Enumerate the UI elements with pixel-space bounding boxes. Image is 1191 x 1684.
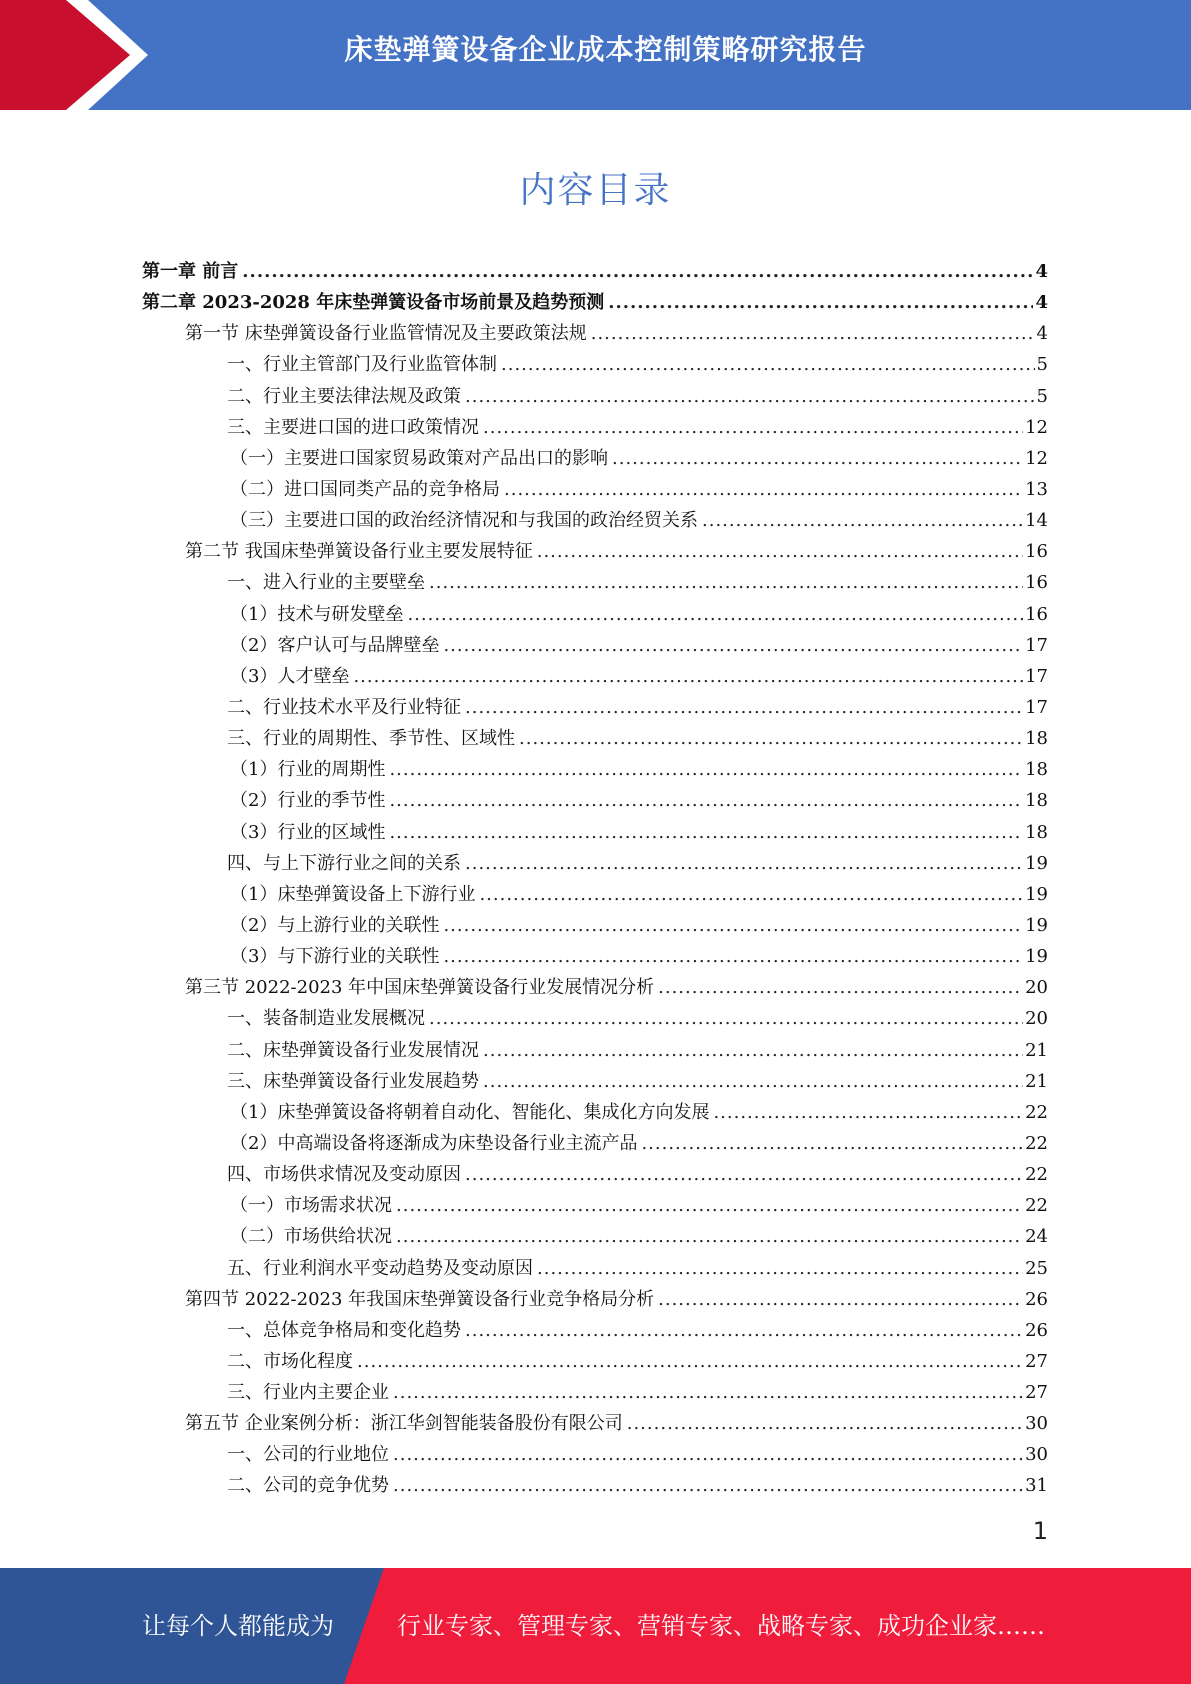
- toc-dot-leader: [396, 1221, 1023, 1252]
- toc-entry[interactable]: [142, 1097, 1048, 1128]
- toc-entry-page: 18: [1025, 790, 1048, 812]
- toc-entry-page: 19: [1025, 883, 1048, 905]
- toc-entry-title: （2）与上游行业的关联性: [230, 914, 440, 936]
- toc-dot-leader: [353, 661, 1023, 692]
- toc-entry-title: 三、行业内主要企业: [227, 1382, 389, 1404]
- toc-entry-title: 第三节 2022-2023 年中国床垫弹簧设备行业发展情况分析: [185, 977, 655, 999]
- toc-dot-leader: [608, 287, 1033, 318]
- toc-entry[interactable]: [142, 723, 1048, 754]
- footer-band: [0, 1568, 1191, 1684]
- toc-dot-leader: [389, 754, 1023, 785]
- toc-dot-leader: [504, 474, 1023, 505]
- report-title: 床垫弹簧设备企业成本控制策略研究报告: [344, 33, 867, 66]
- toc-entry-page: 16: [1025, 541, 1048, 563]
- toc-entry-title: （一）主要进口国家贸易政策对产品出口的影响: [230, 447, 608, 469]
- toc-entry[interactable]: [142, 256, 1048, 287]
- toc-entry-page: 4: [1035, 261, 1048, 282]
- toc-dot-leader: [393, 1439, 1023, 1470]
- toc-entry[interactable]: [142, 474, 1048, 505]
- toc-dot-leader: [389, 817, 1023, 848]
- toc-entry[interactable]: [142, 817, 1048, 848]
- toc-entry[interactable]: [142, 567, 1048, 598]
- toc-entry[interactable]: [142, 1470, 1048, 1501]
- toc-entry-page: 5: [1036, 354, 1048, 376]
- toc-entry-page: 19: [1025, 914, 1048, 936]
- toc-dot-leader: [479, 879, 1023, 910]
- toc-entry-title: 二、公司的竞争优势: [227, 1475, 389, 1497]
- toc-entry[interactable]: [142, 1066, 1048, 1097]
- toc-entry-page: 17: [1025, 634, 1048, 656]
- toc-entry[interactable]: [142, 287, 1048, 318]
- toc-entry[interactable]: [142, 692, 1048, 723]
- toc-entry-page: 30: [1025, 1413, 1048, 1435]
- toc-dot-leader: [591, 318, 1035, 349]
- toc-heading: 内容目录: [519, 170, 672, 211]
- toc-entry[interactable]: [142, 318, 1048, 349]
- toc-entry-page: 22: [1025, 1132, 1048, 1154]
- header-band: [0, 0, 1191, 110]
- toc-dot-leader: [483, 1035, 1023, 1066]
- toc-dot-leader: [483, 412, 1023, 443]
- toc-entry-title: （1）技术与研发壁垒: [230, 603, 404, 625]
- toc-dot-leader: [396, 1190, 1023, 1221]
- toc-entry[interactable]: [142, 972, 1048, 1003]
- toc-dot-leader: [501, 349, 1035, 380]
- toc-entry[interactable]: [142, 505, 1048, 536]
- toc-entry-title: 第二章 2023-2028 年床垫弹簧设备市场前景及趋势预测: [142, 292, 605, 314]
- toc-entry[interactable]: [142, 1346, 1048, 1377]
- toc-entry-title: （2）中高端设备将逐渐成为床垫设备行业主流产品: [230, 1132, 638, 1154]
- toc-dot-leader: [713, 1097, 1023, 1128]
- toc-entry-title: 第一节 床垫弹簧设备行业监管情况及主要政策法规: [185, 323, 587, 345]
- toc-entry[interactable]: [142, 941, 1048, 972]
- toc-entry-title: （二）市场供给状况: [230, 1226, 392, 1248]
- toc-entry-title: （3）人才壁垒: [230, 665, 350, 687]
- toc-dot-leader: [519, 723, 1023, 754]
- toc-dot-leader: [393, 1377, 1023, 1408]
- toc-entry-title: 二、市场化程度: [227, 1350, 353, 1372]
- toc-entry-title: 第二节 我国床垫弹簧设备行业主要发展特征: [185, 541, 533, 563]
- toc-entry[interactable]: [142, 1190, 1048, 1221]
- toc-entry[interactable]: [142, 1284, 1048, 1315]
- toc-entry-page: 17: [1025, 696, 1048, 718]
- toc-entry-title: （1）床垫弹簧设备上下游行业: [230, 883, 476, 905]
- toc-entry-page: 26: [1025, 1319, 1048, 1341]
- toc-dot-leader: [407, 599, 1023, 630]
- toc-entry[interactable]: [142, 599, 1048, 630]
- toc-entry-page: 18: [1025, 821, 1048, 843]
- toc-entry-page: 30: [1025, 1444, 1048, 1466]
- page-number: 1: [1032, 1517, 1048, 1545]
- toc-entry-title: （1）床垫弹簧设备将朝着自动化、智能化、集成化方向发展: [230, 1101, 710, 1123]
- toc-dot-leader: [465, 848, 1023, 879]
- toc-dot-leader: [658, 1284, 1023, 1315]
- toc-entry-page: 24: [1025, 1226, 1048, 1248]
- toc-entry-title: 一、进入行业的主要壁垒: [227, 572, 425, 594]
- toc-entry[interactable]: [142, 536, 1048, 567]
- toc-entry-page: 20: [1025, 977, 1048, 999]
- toc-entry-page: 12: [1025, 447, 1048, 469]
- toc-entry-page: 12: [1025, 416, 1048, 438]
- toc-entry-title: 二、行业主要法律法规及政策: [227, 385, 461, 407]
- toc-entry-page: 27: [1025, 1350, 1048, 1372]
- toc-entry-title: 四、与上下游行业之间的关系: [227, 852, 461, 874]
- toc-entry-title: 一、装备制造业发展概况: [227, 1008, 425, 1030]
- toc-entry-title: 三、床垫弹簧设备行业发展趋势: [227, 1070, 479, 1092]
- toc-dot-leader: [658, 972, 1023, 1003]
- toc-entry-title: 第一章 前言: [142, 261, 239, 282]
- toc-dot-leader: [465, 1159, 1023, 1190]
- toc-entry[interactable]: [142, 785, 1048, 816]
- toc-entry[interactable]: [142, 1315, 1048, 1346]
- toc-entry-title: （三）主要进口国的政治经济情况和与我国的政治经贸关系: [230, 510, 698, 532]
- toc-entry[interactable]: [142, 1439, 1048, 1470]
- toc-entry-title: 一、公司的行业地位: [227, 1444, 389, 1466]
- toc-entry[interactable]: [142, 754, 1048, 785]
- toc-dot-leader: [357, 1346, 1023, 1377]
- toc-entry[interactable]: [142, 1128, 1048, 1159]
- toc-dot-leader: [429, 1003, 1023, 1034]
- toc-entry-title: 一、总体竞争格局和变化趋势: [227, 1319, 461, 1341]
- toc-entry-title: （一）市场需求状况: [230, 1195, 392, 1217]
- toc-entry-page: 22: [1025, 1101, 1048, 1123]
- toc-entry-page: 21: [1025, 1039, 1048, 1061]
- toc-dot-leader: [443, 910, 1023, 941]
- toc-dot-leader: [393, 1470, 1023, 1501]
- toc-dot-leader: [389, 785, 1023, 816]
- toc-entry[interactable]: [142, 349, 1048, 380]
- toc-entry-title: （二）进口国同类产品的竞争格局: [230, 478, 500, 500]
- toc-entry-page: 19: [1025, 946, 1048, 968]
- toc-dot-leader: [641, 1128, 1023, 1159]
- toc-entry-title: 二、床垫弹簧设备行业发展情况: [227, 1039, 479, 1061]
- table-of-contents: [142, 256, 1048, 1502]
- toc-dot-leader: [429, 567, 1023, 598]
- toc-entry-page: 27: [1025, 1382, 1048, 1404]
- toc-entry[interactable]: [142, 381, 1048, 412]
- toc-entry-title: 三、主要进口国的进口政策情况: [227, 416, 479, 438]
- toc-entry-page: 5: [1036, 385, 1048, 407]
- toc-dot-leader: [443, 941, 1023, 972]
- toc-entry-title: 第五节 企业案例分析：浙江华剑智能装备股份有限公司: [185, 1413, 623, 1435]
- toc-entry-title: 三、行业的周期性、季节性、区域性: [227, 728, 515, 750]
- toc-dot-leader: [465, 692, 1023, 723]
- toc-entry-page: 4: [1035, 292, 1048, 314]
- toc-entry-title: （1）行业的周期性: [230, 759, 386, 781]
- toc-entry-title: （3）行业的区域性: [230, 821, 386, 843]
- toc-entry-page: 16: [1025, 603, 1048, 625]
- toc-entry-page: 14: [1025, 510, 1048, 532]
- toc-entry[interactable]: [142, 1003, 1048, 1034]
- footer-slogan-left: 让每个人都能成为: [142, 1612, 334, 1640]
- toc-entry-title: （3）与下游行业的关联性: [230, 946, 440, 968]
- toc-dot-leader: [537, 1253, 1023, 1284]
- toc-entry-page: 16: [1025, 572, 1048, 594]
- toc-dot-leader: [242, 256, 1033, 287]
- toc-entry[interactable]: [142, 910, 1048, 941]
- toc-entry[interactable]: [142, 1221, 1048, 1252]
- toc-entry[interactable]: [142, 879, 1048, 910]
- toc-dot-leader: [612, 443, 1023, 474]
- toc-entry-title: 四、市场供求情况及变动原因: [227, 1164, 461, 1186]
- toc-entry-page: 18: [1025, 728, 1048, 750]
- toc-dot-leader: [702, 505, 1023, 536]
- toc-entry-page: 25: [1025, 1257, 1048, 1279]
- toc-entry-page: 17: [1025, 665, 1048, 687]
- toc-entry-title: 第四节 2022-2023 年我国床垫弹簧设备行业竞争格局分析: [185, 1288, 655, 1310]
- toc-entry-page: 18: [1025, 759, 1048, 781]
- toc-entry-title: （2）客户认可与品牌壁垒: [230, 634, 440, 656]
- toc-entry-title: 二、行业技术水平及行业特征: [227, 696, 461, 718]
- toc-entry-page: 21: [1025, 1070, 1048, 1092]
- toc-entry-title: （2）行业的季节性: [230, 790, 386, 812]
- toc-entry-page: 26: [1025, 1288, 1048, 1310]
- toc-entry-page: 22: [1025, 1195, 1048, 1217]
- toc-entry-page: 22: [1025, 1164, 1048, 1186]
- toc-entry[interactable]: [142, 848, 1048, 879]
- toc-entry-page: 19: [1025, 852, 1048, 874]
- toc-entry[interactable]: [142, 1253, 1048, 1284]
- toc-entry[interactable]: [142, 412, 1048, 443]
- toc-entry-page: 13: [1025, 478, 1048, 500]
- toc-dot-leader: [483, 1066, 1023, 1097]
- toc-entry-page: 4: [1036, 323, 1048, 345]
- toc-entry[interactable]: [142, 1377, 1048, 1408]
- toc-dot-leader: [465, 381, 1035, 412]
- toc-entry-title: 一、行业主管部门及行业监管体制: [227, 354, 497, 376]
- toc-entry[interactable]: [142, 443, 1048, 474]
- toc-dot-leader: [465, 1315, 1023, 1346]
- toc-entry[interactable]: [142, 630, 1048, 661]
- toc-dot-leader: [537, 536, 1023, 567]
- toc-dot-leader: [443, 630, 1023, 661]
- toc-entry[interactable]: [142, 1159, 1048, 1190]
- toc-entry[interactable]: [142, 661, 1048, 692]
- toc-dot-leader: [627, 1408, 1023, 1439]
- toc-entry-page: 20: [1025, 1008, 1048, 1030]
- toc-entry[interactable]: [142, 1408, 1048, 1439]
- toc-entry-title: 五、行业利润水平变动趋势及变动原因: [227, 1257, 533, 1279]
- toc-entry-page: 31: [1025, 1475, 1048, 1497]
- toc-entry[interactable]: [142, 1035, 1048, 1066]
- footer-slogan-right: 行业专家、管理专家、营销专家、战略专家、成功企业家……: [397, 1612, 1045, 1640]
